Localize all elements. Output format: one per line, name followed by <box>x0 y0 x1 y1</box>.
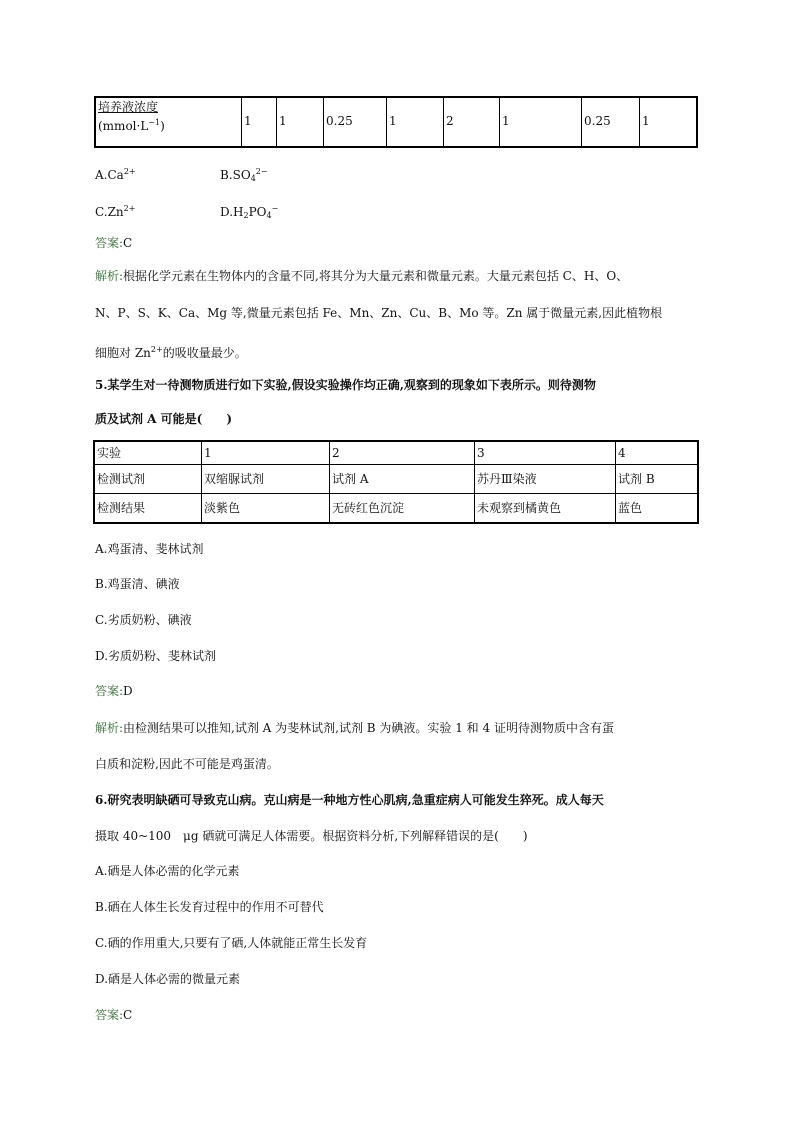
table-cell: 1 <box>500 97 582 147</box>
table-cell: 1 <box>242 97 277 147</box>
header-line-2: (mmol·L <box>98 119 149 133</box>
analysis-line: 解析:由检测结果可以推知,试剂 A 为斐林试剂,试剂 B 为碘液。实验 1 和 4 证明待测物质中含有蛋 <box>95 721 614 735</box>
question-5-stem: 5.某学生对一待测物质进行如下实验,假设实验操作均正确,观察到的现象如下表所示。则待测物 <box>95 378 596 392</box>
table-cell: 3 <box>475 441 616 465</box>
concentration-table <box>94 96 698 148</box>
table-cell: 检测试剂 <box>94 465 202 494</box>
table-cell: 无砖红色沉淀 <box>330 494 475 524</box>
analysis-line: 白质和淀粉,因此不可能是鸡蛋清。 <box>95 757 279 771</box>
table-cell: 2 <box>444 97 500 147</box>
table-cell: 1 <box>642 114 650 128</box>
table-cell: 试剂 A <box>330 465 475 494</box>
table-row <box>94 494 698 524</box>
table-row <box>94 441 698 465</box>
answer-line: 答案:C <box>95 1008 133 1022</box>
option-b: $B.SO_4^{2-}$ <box>220 167 268 183</box>
table-row <box>95 97 697 147</box>
option-c: C.劣质奶粉、碘液 <box>95 613 192 627</box>
header-close: ) <box>160 119 165 133</box>
table-cell: 蓝色 <box>616 494 699 524</box>
option-d: D.硒是人体必需的微量元素 <box>95 972 241 986</box>
header-sup: −1 <box>148 118 161 127</box>
option-a: A.鸡蛋清、斐林试剂 <box>95 542 204 556</box>
question-6-stem-cont: 摄取 40~100 μg 硒就可满足人体需要。根据资料分析,下列解释错误的是( ) <box>95 829 528 843</box>
table-cell: 双缩脲试剂 <box>202 465 330 494</box>
option-row <box>95 164 268 183</box>
option-b: B.硒在人体生长发育过程中的作用不可替代 <box>95 900 324 914</box>
table-cell: 4 <box>616 441 699 465</box>
table-cell: 检测结果 <box>94 494 202 524</box>
table-cell: 实验 <box>94 441 202 465</box>
option-c: $C.Zn^{2+}$ <box>95 204 136 219</box>
table-cell: 0.25 <box>582 97 640 147</box>
table-cell: 未观察到橘黄色 <box>475 494 616 524</box>
table-header-cell <box>95 97 242 147</box>
table-cell: 2 <box>330 441 475 465</box>
table-row <box>94 465 698 494</box>
analysis-line: N、P、S、K、Ca、Mg 等,微量元素包括 Fe、Mn、Zn、Cu、B、Mo 等。Zn 属于微量元素,因此植物根 <box>95 306 663 320</box>
option-d: D.劣质奶粉、斐林试剂 <box>95 649 217 663</box>
option-a: A.硒是人体必需的化学元素 <box>95 864 240 878</box>
option-b: B.鸡蛋清、碘液 <box>95 577 180 591</box>
table-cell: 苏丹Ⅲ染液 <box>475 465 616 494</box>
option-a: $A.Ca^{2+}$ <box>95 167 136 182</box>
option-row <box>95 201 279 220</box>
table-cell: 淡紫色 <box>202 494 330 524</box>
answer-line: 答案:C <box>95 236 133 250</box>
question-6-stem: 6.研究表明缺硒可导致克山病。克山病是一种地方性心肌病,急重症病人可能发生猝死。成人每天 <box>95 793 604 807</box>
table-cell: 0.25 <box>324 97 387 147</box>
header-line-1: 培养液浓度 <box>98 100 159 114</box>
table-cell: 1 <box>202 441 330 465</box>
option-d: $D.H_2PO_4^-$ <box>220 204 279 220</box>
table-cell: 试剂 B <box>616 465 699 494</box>
question-5-stem-cont: 质及试剂 A 可能是( ) <box>95 412 233 426</box>
answer-line: 答案:D <box>95 684 133 698</box>
experiment-table <box>93 440 699 524</box>
analysis-line: 细胞对 $Zn^{2+}$的吸收量最少。 <box>95 345 247 360</box>
table-cell: 1 <box>387 97 444 147</box>
table-cell: 1 <box>277 97 324 147</box>
option-c: C.硒的作用重大,只要有了硒,人体就能正常生长发育 <box>95 936 368 950</box>
analysis-line: 解析:根据化学元素在生物体内的含量不同,将其分为大量元素和微量元素。大量元素包括 C、H、O、 <box>95 269 629 283</box>
